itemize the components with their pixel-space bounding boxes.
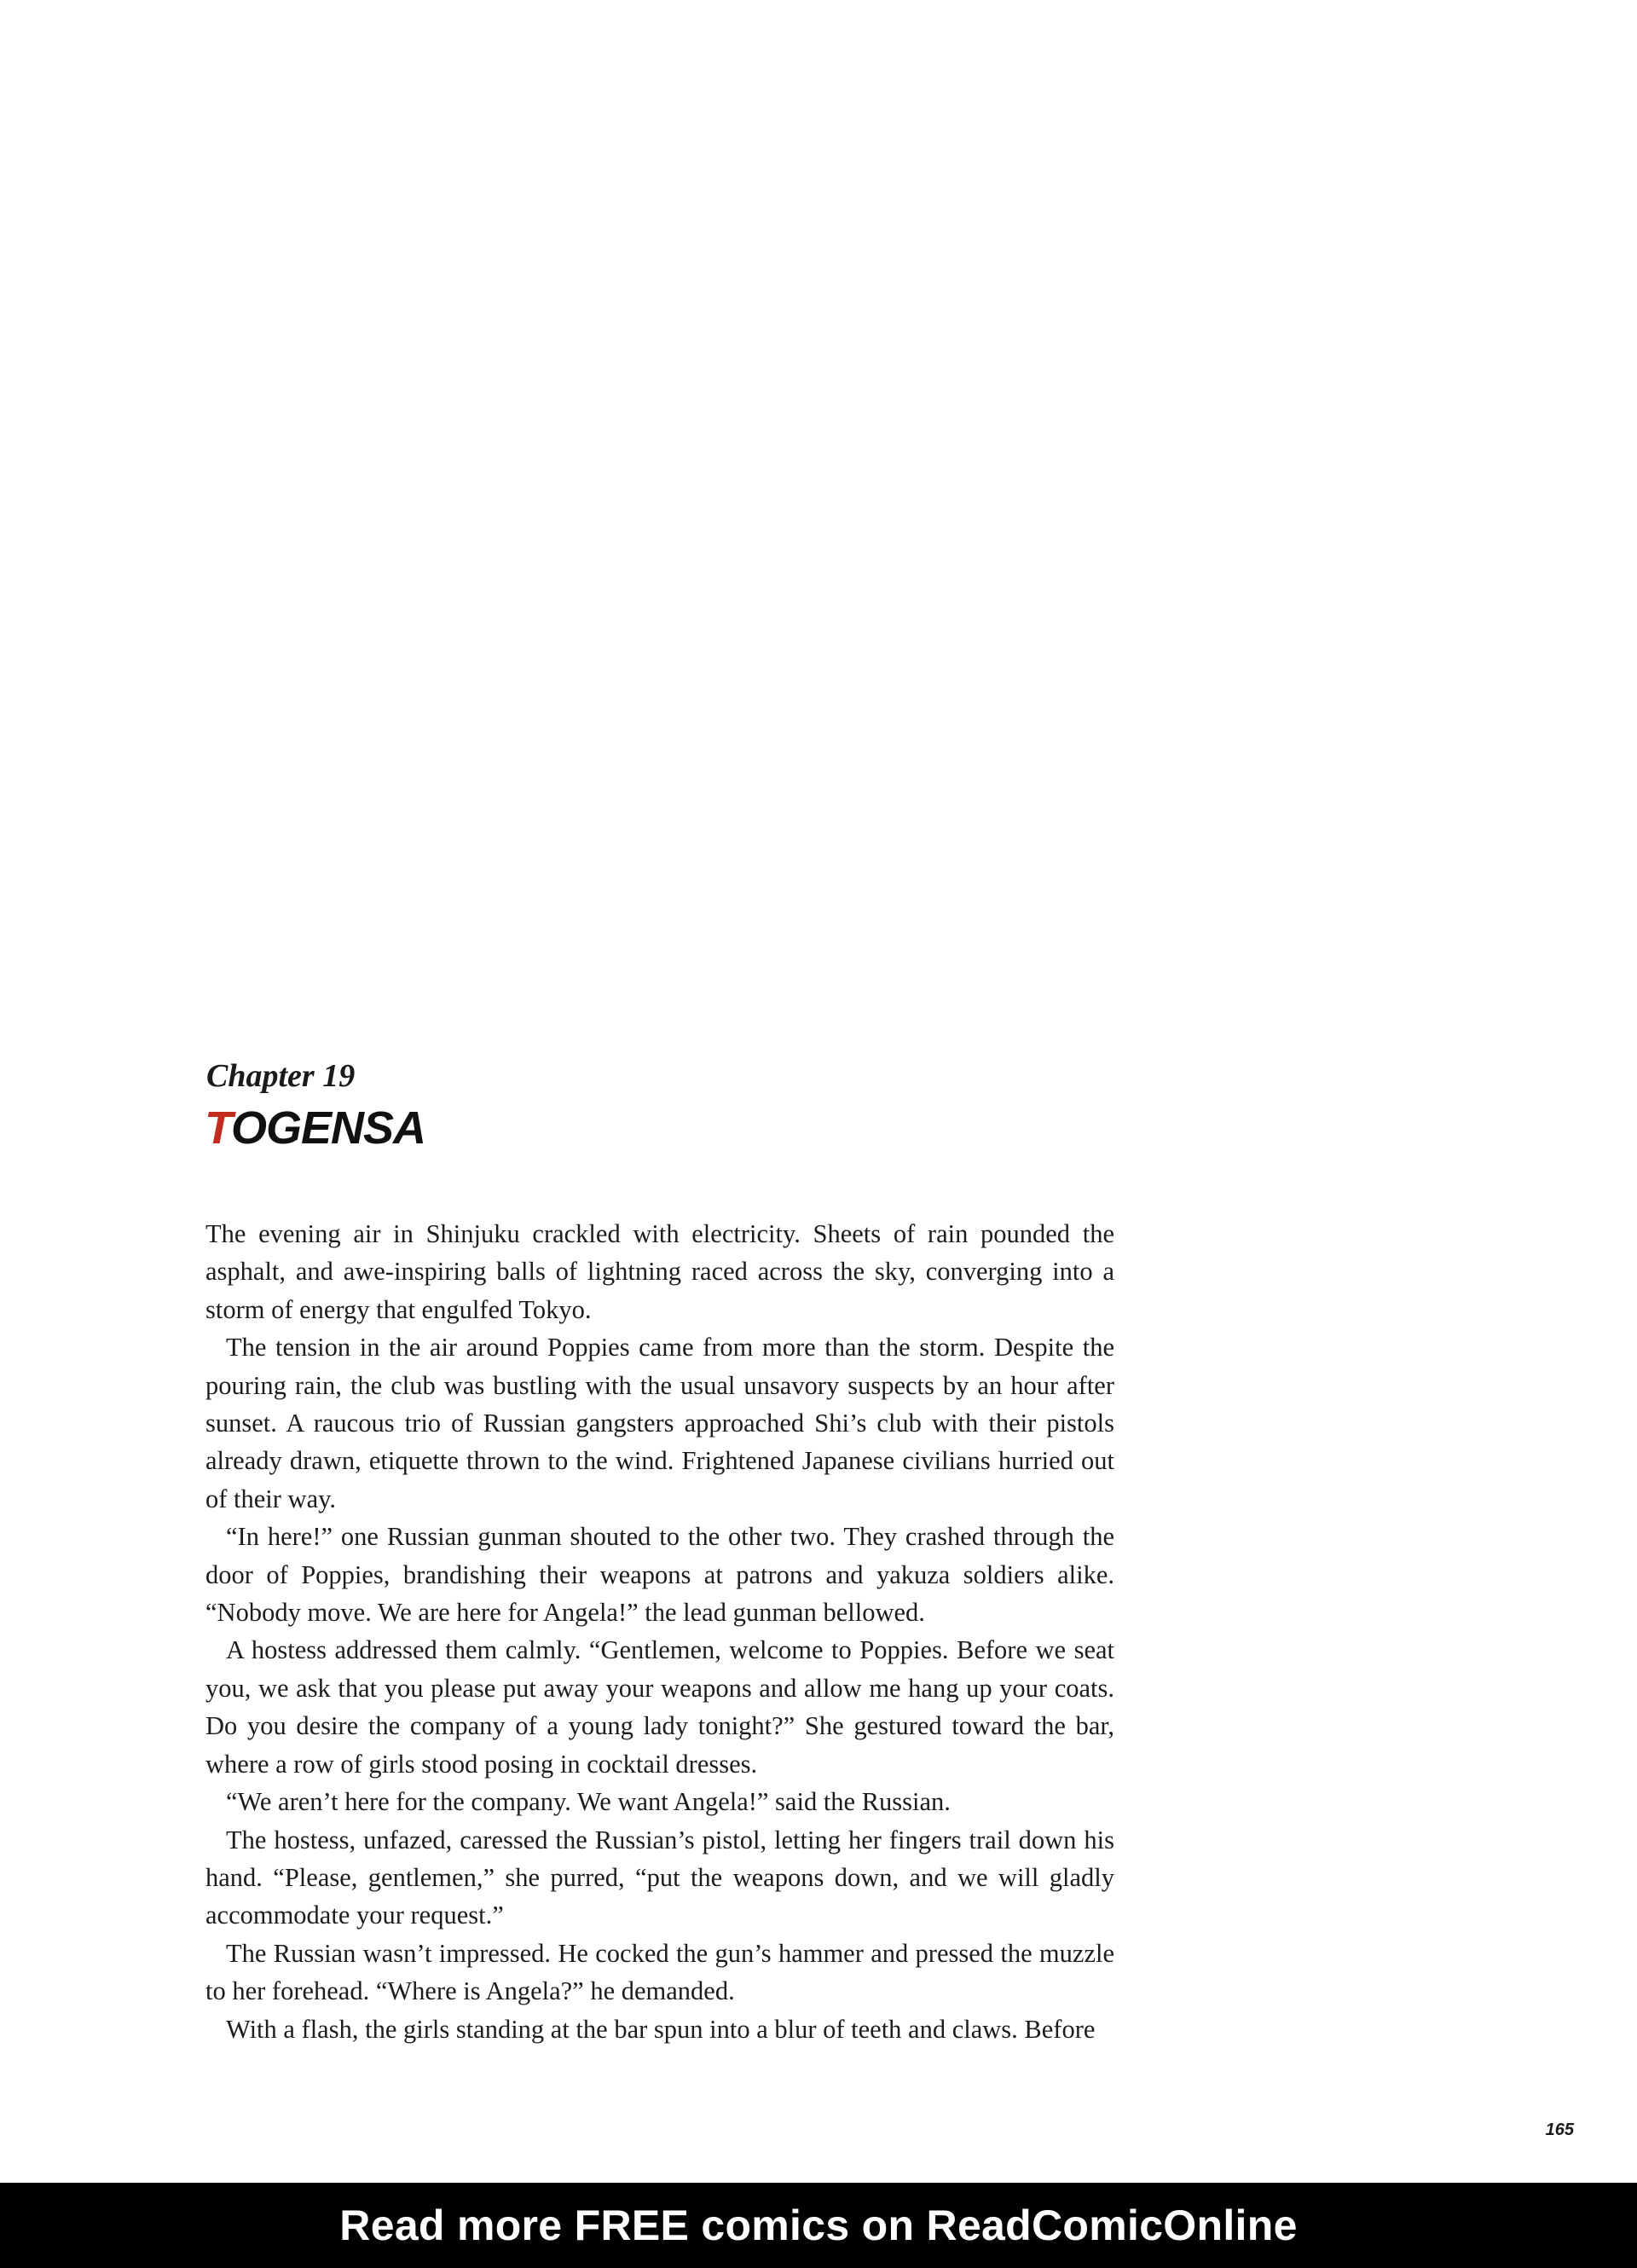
chapter-title [205,1100,425,1156]
paragraph: A hostess addressed them calmly. “Gentlemen, welcome to Poppies. Before we seat you, we ask that you please put away your weapons and allow me hang up your coats. Do you desire the company of a young lady tonight?” She gestured toward the bar, where a row of girls stood posing in cocktail dresses. [205,1635,1114,1779]
paragraph: The hostess, unfazed, caressed the Russian’s pistol, letting her fingers trail down his hand. “Please, gentlemen,” she purred, “put the weapons down, and we will gladly accommodate your request.” [205,1825,1114,1930]
paragraph: With a flash, the girls standing at the bar spun into a blur of teeth and claws. Before [226,2014,1096,2044]
chapter-title-rest: OGENSA [231,1102,426,1154]
paragraph: “We aren’t here for the company. We want Angela!” said the Russian. [226,1787,951,1817]
footer-banner[interactable] [0,2183,1637,2268]
paragraph: The evening air in Shinjuku crackled with electricity. Sheets of rain pounded the asphalt, and awe-inspiring balls of lightning raced across the sky, converging into a storm of energy that engulfed Tokyo. [205,1219,1114,1324]
paragraph: The Russian wasn’t impressed. He cocked the gun’s hammer and pressed the muzzle to her forehead. “Where is Angela?” he demanded. [205,1938,1114,2006]
footer-banner-text[interactable]: Read more FREE comics on ReadComicOnline [339,2201,1298,2249]
page-number: 165 [1545,2120,1574,2139]
body-text [205,1215,1114,2048]
chapter-label: Chapter 19 [206,1058,356,1094]
paragraph: The tension in the air around Poppies came from more than the storm. Despite the pouring rain, the club was bustling with the usual unsavory suspects by an hour after sunset. A raucous trio of Russian gangsters approached Shi’s club with their pistols already drawn, etiquette thrown to the wind. Frightened Japanese civilians hurried out of their way. [205,1333,1114,1513]
paragraph: “In here!” one Russian gunman shouted to the other two. They crashed through the door of Poppies, brandishing their weapons at patrons and yakuza soldiers alike. “Nobody move. We are here for Angela!” the lead gunman bellowed. [205,1522,1114,1628]
chapter-title-initial: T [205,1102,232,1154]
